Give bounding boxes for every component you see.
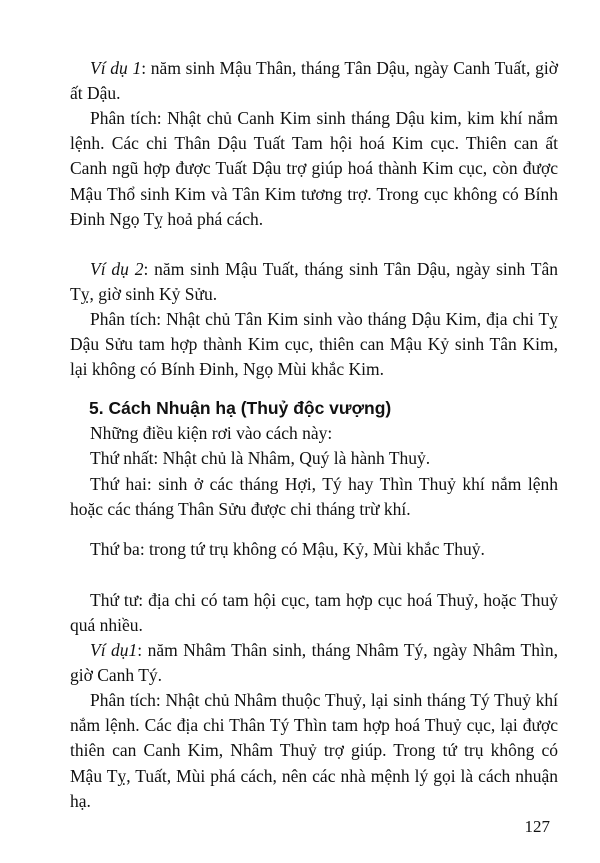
analysis-paragraph: Phân tích: Nhật chủ Tân Kim sinh vào tháng Dậu Kim, địa chi Tỵ Dậu Sửu tam hợp thành Kim cục, thiên can Mậu Kỷ sinh Tân Kim, lại không có Bính Đinh, Ngọ Mùi khắc Kim.	[70, 309, 558, 380]
analysis-paragraph: Phân tích: Nhật chủ Canh Kim sinh tháng Dậu kim, kim khí nắm lệnh. Các chi Thân Dậu Tuất Tam hội hoá Kim cục. Thiên can ất Canh ngũ hợp được Tuất Dậu trợ giúp hoá thành Kim cục, còn được Mậu Thổ sinh Kim và Tân Kim tương trợ. Trong cục không có Bính Đinh Ngọ Tỵ hoả phá cách.	[70, 108, 558, 229]
example-1-paragraph	[70, 56, 558, 106]
example-text: : năm sinh Mậu Tuất, tháng sinh Tân Dậu, ngày sinh Tân Tỵ, giờ sinh Kỷ Sửu.	[70, 259, 558, 305]
example-2-paragraph	[70, 257, 558, 307]
section-heading: 5. Cách Nhuận hạ (Thuỷ độc vượng)	[89, 398, 392, 418]
analysis-paragraph: Phân tích: Nhật chủ Nhâm thuộc Thuỷ, lại sinh tháng Tý Thuỷ khí nắm lệnh. Các địa chi Thân Tý Thìn tam hợp hoá Thuỷ cục, lại được thiên can Canh Kim, Nhâm Thuỷ trợ giúp. Trong tứ trụ không có Mậu Tỵ, Tuất, Mùi phá cách, nên các nhà mệnh lý gọi là cách nhuận hạ.	[70, 690, 558, 811]
example-label: Ví dụ1	[90, 640, 138, 660]
condition-3: Thứ ba: trong tứ trụ không có Mậu, Kỷ, Mùi khắc Thuỷ.	[90, 539, 485, 559]
example-1b-paragraph	[70, 638, 558, 688]
condition-2: Thứ hai: sinh ở các tháng Hợi, Tý hay Thìn Thuỷ khí nắm lệnh hoặc các tháng Thân Sửu được chi tháng trừ khí.	[70, 474, 558, 520]
example-text: : năm Nhâm Thân sinh, tháng Nhâm Tý, ngày Nhâm Thìn, giờ Canh Tý.	[70, 640, 558, 686]
condition-4: Thứ tư: địa chi có tam hội cục, tam hợp cục hoá Thuỷ, hoặc Thuỷ quá nhiều.	[70, 590, 558, 636]
conditions-intro: Những điều kiện rơi vào cách này:	[90, 423, 333, 443]
page-number: 127	[524, 817, 550, 836]
condition-1: Thứ nhất: Nhật chủ là Nhâm, Quý là hành Thuỷ.	[90, 448, 431, 468]
example-label: Ví dụ 1	[90, 58, 142, 78]
example-label: Ví dụ 2	[90, 259, 144, 279]
example-text: : năm sinh Mậu Thân, tháng Tân Dậu, ngày Canh Tuất, giờ ất Dậu.	[70, 58, 558, 104]
